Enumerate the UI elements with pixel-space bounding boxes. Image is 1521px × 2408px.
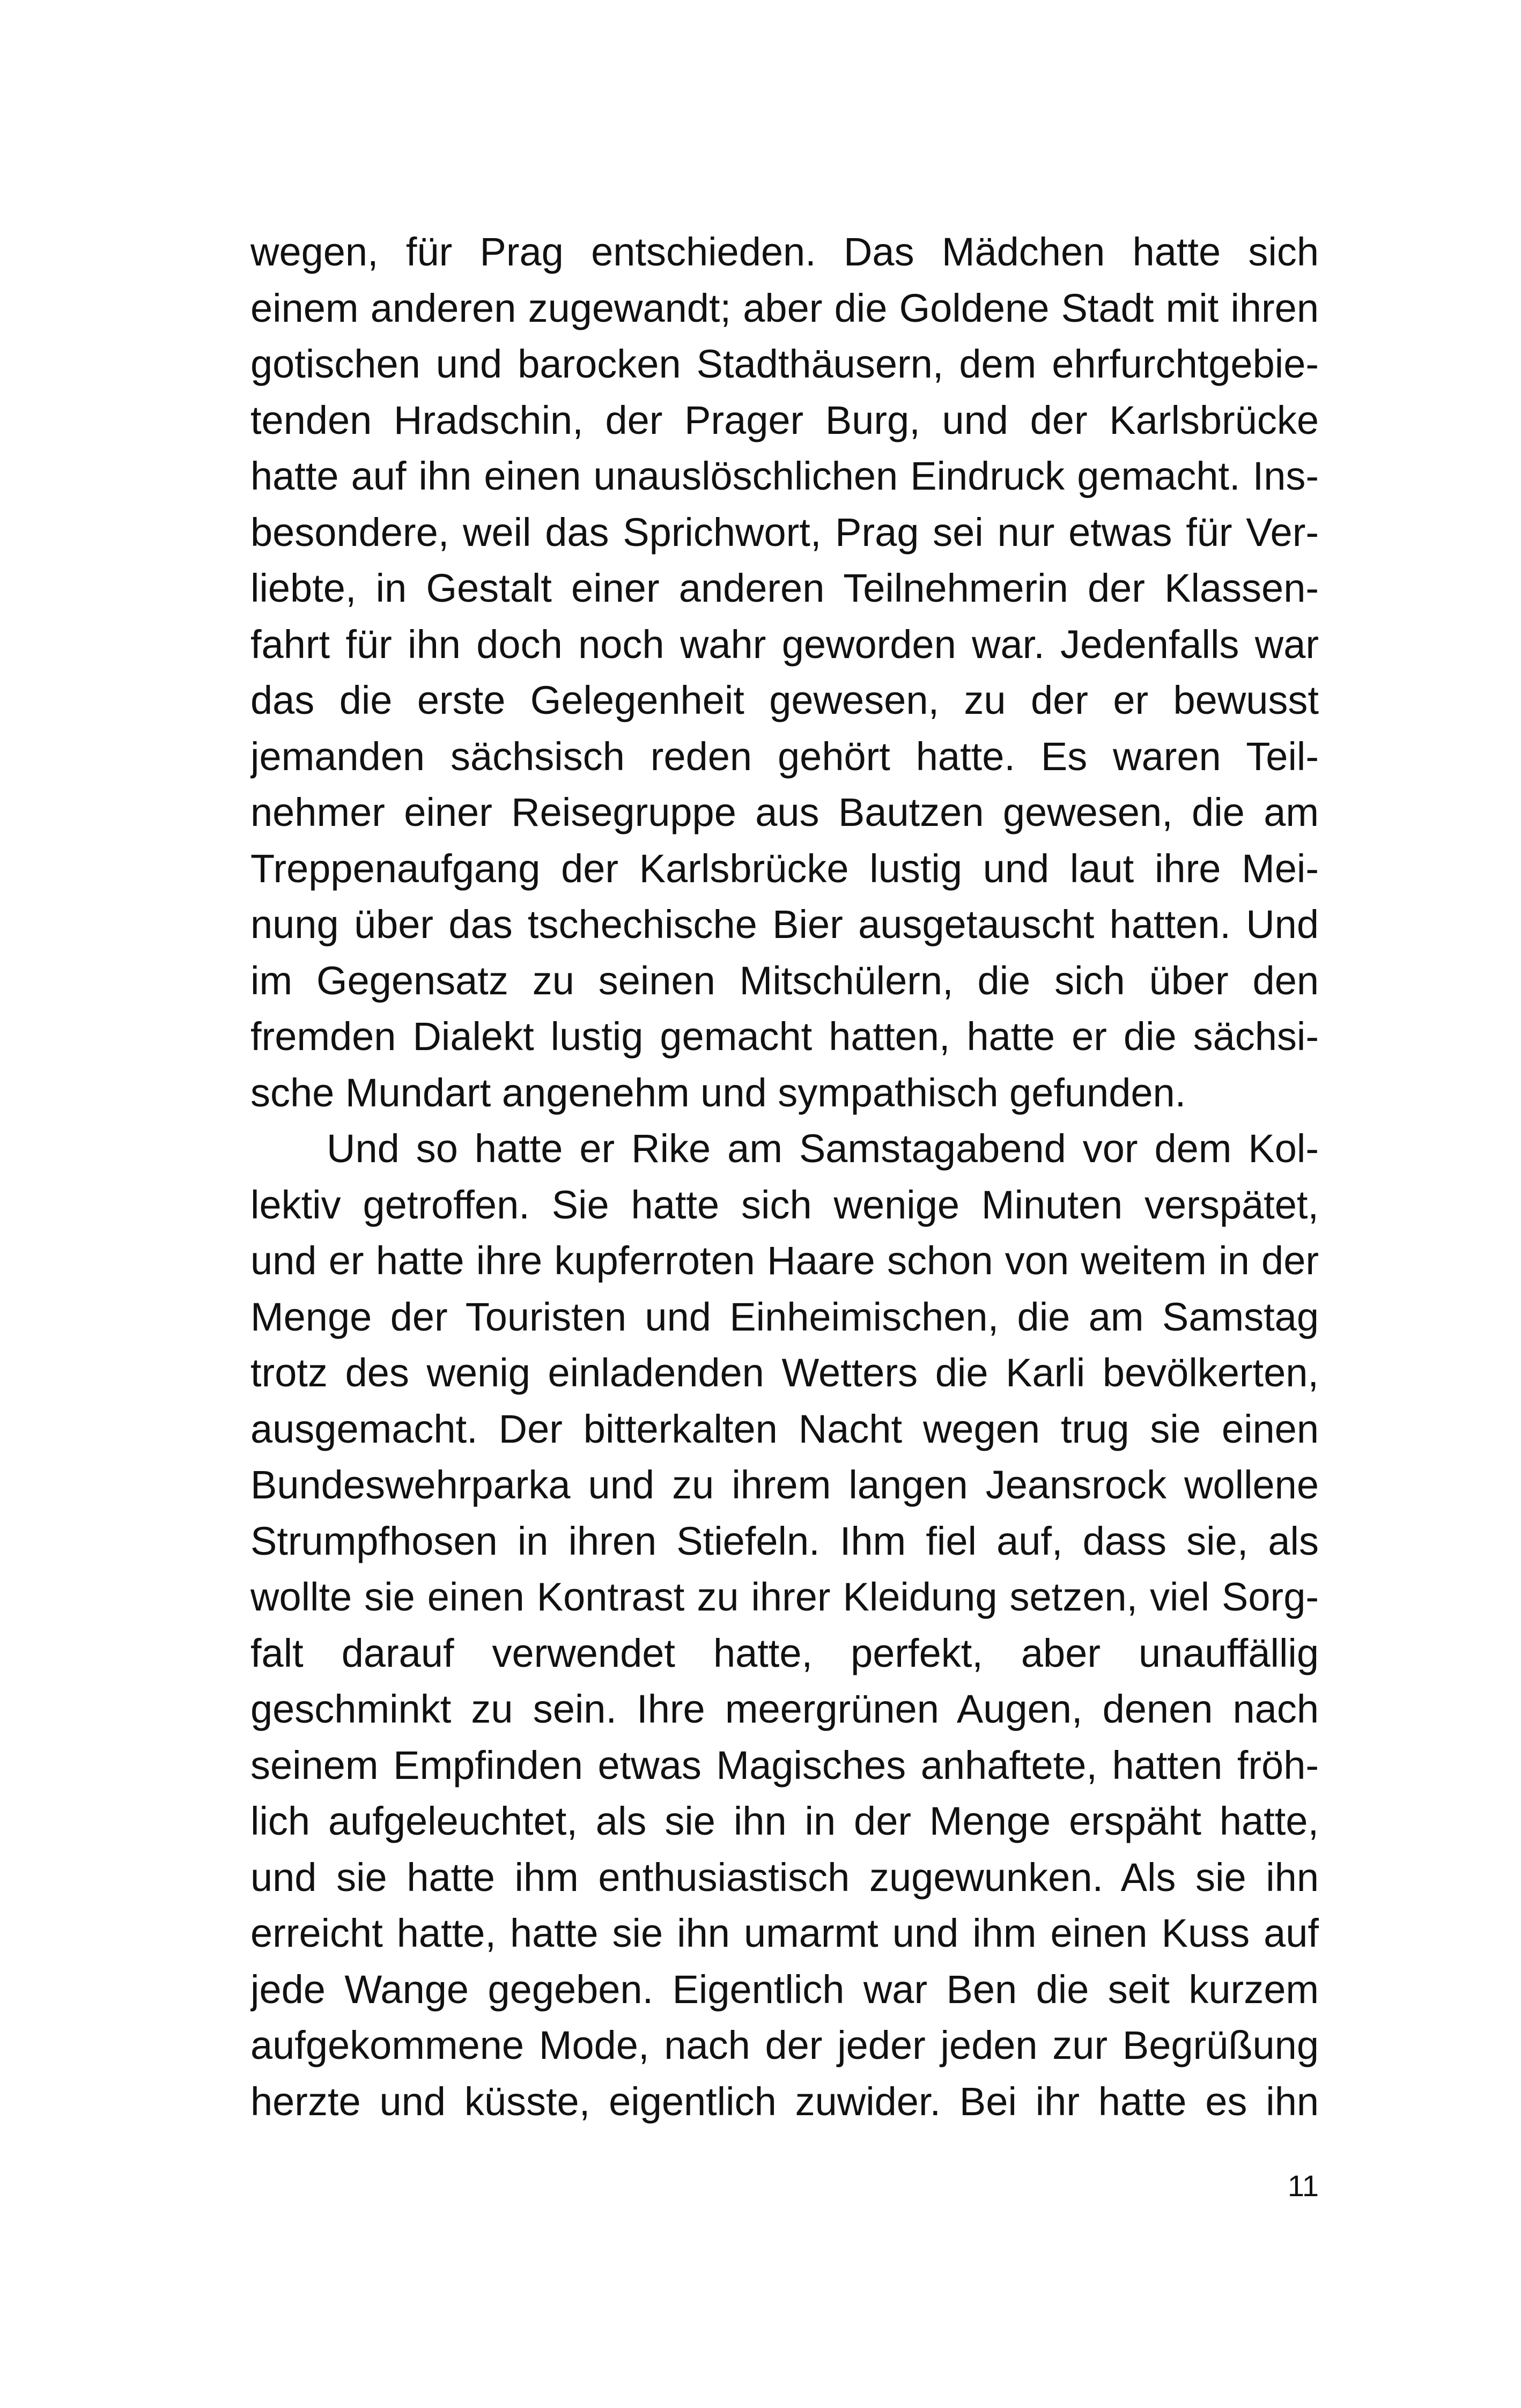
- text-line: fremden Dialekt lustig gemacht hatten, hatte er die sächsi-: [250, 1014, 1319, 1059]
- text-line: besondere, weil das Sprichwort, Prag sei nur etwas für Ver-: [250, 509, 1319, 555]
- text-line: ausgemacht. Der bitterkalten Nacht wegen trug sie einen: [250, 1406, 1319, 1451]
- text-line: aufgekommene Mode, nach der jeder jeden zur Begrüßung: [250, 2023, 1319, 2067]
- text-line: lich aufgeleuchtet, als sie ihn in der Menge erspäht hatte,: [250, 1799, 1319, 1843]
- text-line: hatte auf ihn einen unauslöschlichen Eindruck gemacht. Ins-: [250, 454, 1319, 498]
- text-line: und er hatte ihre kupferroten Haare schon von weitem in der: [250, 1238, 1319, 1283]
- text-line: liebte, in Gestalt einer anderen Teilnehmerin der Klassen-: [250, 566, 1319, 610]
- paragraph: [250, 224, 1319, 1121]
- text-line: das die erste Gelegenheit gewesen, zu der er bewusst: [250, 678, 1319, 722]
- text-line: tenden Hradschin, der Prager Burg, und der Karlsbrücke: [250, 397, 1319, 442]
- text-line: geschminkt zu sein. Ihre meergrünen Augen, denen nach: [250, 1687, 1319, 1731]
- text-line: im Gegensatz zu seinen Mitschülern, die sich über den: [250, 958, 1319, 1003]
- text-line: herzte und küsste, eigentlich zuwider. Bei ihr hatte es ihn: [250, 2079, 1319, 2124]
- text-line: trotz des wenig einladenden Wetters die Karli bevölkerten,: [250, 1350, 1319, 1395]
- paragraph: [250, 1121, 1319, 2130]
- text-line: Menge der Touristen und Einheimischen, die am Samstag: [250, 1294, 1319, 1339]
- text-line: nehmer einer Reisegruppe aus Bautzen gewesen, die am: [250, 790, 1319, 834]
- text-line: jede Wange gegeben. Eigentlich war Ben die seit kurzem: [250, 1967, 1319, 2012]
- text-line: wollte sie einen Kontrast zu ihrer Kleidung setzen, viel Sorg-: [250, 1575, 1319, 1619]
- text-line: falt darauf verwendet hatte, perfekt, aber unauffällig: [250, 1630, 1319, 1675]
- page-number: 11: [1287, 2169, 1319, 2203]
- text-line: lektiv getroffen. Sie hatte sich wenige Minuten verspätet,: [250, 1182, 1319, 1227]
- text-line: fahrt für ihn doch noch wahr geworden war. Jedenfalls war: [250, 622, 1319, 667]
- body-text: [250, 224, 1319, 2130]
- text-line: Bundeswehrparka und zu ihrem langen Jeansrock wollene: [250, 1462, 1319, 1507]
- text-line: jemanden sächsisch reden gehört hatte. Es waren Teil-: [250, 734, 1319, 779]
- text-line: Strumpfhosen in ihren Stiefeln. Ihm fiel auf, dass sie, als: [250, 1518, 1319, 1563]
- text-line: einem anderen zugewandt; aber die Goldene Stadt mit ihren: [250, 285, 1319, 330]
- text-line: und sie hatte ihm enthusiastisch zugewunken. Als sie ihn: [250, 1855, 1319, 1900]
- text-line: seinem Empfinden etwas Magisches anhaftete, hatten fröh-: [250, 1742, 1319, 1787]
- text-line: sche Mundart angenehm und sympathisch gefunden.: [250, 1070, 1186, 1115]
- text-line: nung über das tschechische Bier ausgetauscht hatten. Und: [250, 902, 1319, 947]
- text-line: wegen, für Prag entschieden. Das Mädchen hatte sich: [250, 230, 1319, 274]
- text-line: gotischen und barocken Stadthäusern, dem ehrfurchtgebie-: [250, 342, 1319, 386]
- text-line: Treppenaufgang der Karlsbrücke lustig und laut ihre Mei-: [250, 846, 1319, 891]
- text-line: erreicht hatte, hatte sie ihn umarmt und ihm einen Kuss auf: [250, 1911, 1319, 1955]
- text-line: Und so hatte er Rike am Samstagabend vor dem Kol-: [327, 1126, 1319, 1171]
